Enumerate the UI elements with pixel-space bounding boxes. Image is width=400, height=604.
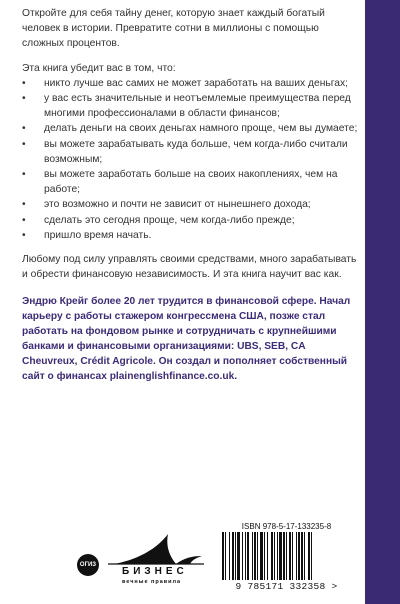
barcode-bar <box>225 532 226 580</box>
intro-paragraph: Откройте для себя тайну денег, которую знает каждый богатый человек в истории. Превратите сотни в миллионы с помощью сложных процентов. <box>22 8 325 50</box>
barcode-bar <box>254 532 256 580</box>
barcode-bar <box>267 532 268 580</box>
barcode-bar <box>222 532 224 580</box>
barcode <box>214 522 359 592</box>
barcode-bar <box>271 532 273 580</box>
barcode-bar <box>235 532 236 580</box>
barcode-bar <box>279 532 282 580</box>
barcode-bar <box>296 532 297 580</box>
barcode-bar <box>283 532 285 580</box>
list-item: • вы можете зарабатывать куда больше, чем когда-либо считали возможным; <box>22 138 348 165</box>
shark-fin-icon <box>106 530 206 566</box>
series-subtitle: вечные правила <box>122 579 182 585</box>
barcode-bar <box>292 532 293 580</box>
barcode-bar <box>237 532 240 580</box>
barcode-bar <box>252 532 253 580</box>
list-item: • делать деньги на своих деньгах намного проще, чем вы думаете; <box>22 121 362 136</box>
bullet-icon: • <box>22 214 26 226</box>
barcode-bar <box>286 532 287 580</box>
series-name: БИЗНЕС <box>122 566 188 577</box>
list-item: • пришло время начать. <box>22 228 362 243</box>
isbn-text: ISBN 978-5-17-133235-8 <box>241 522 332 531</box>
bullet-icon: • <box>22 123 26 135</box>
barcode-bar <box>277 532 278 580</box>
benefits-list <box>22 76 362 243</box>
barcode-bars <box>214 532 359 580</box>
bullet-icon: • <box>22 93 26 105</box>
back-cover-text <box>22 6 362 384</box>
bullet-icon: • <box>22 77 26 89</box>
list-lead: Эта книга убедит вас в том, что: <box>22 62 176 74</box>
barcode-bar <box>274 532 275 580</box>
list-item: • это возможно и почти не зависит от нынешнего дохода; <box>22 197 362 212</box>
bullet-icon: • <box>22 199 26 211</box>
list-item: • у вас есть значительные и неотъемлемые преимущества перед многими профессионалами в области финансов; <box>22 93 351 120</box>
barcode-bar <box>247 532 249 580</box>
spine-band <box>365 0 400 604</box>
author-bio: Эндрю Крейг более 20 лет трудится в финансовой сфере. Начал карьеру с работы стажером конгрессмена США, позже стал работать на фондовом рынке и сотрудничать с крупнейшими банками и финансовыми организациями: UBS, SEB, CA Cheuvreux, Crédit Agricole. Он создал и пополняет собственный сайт о финансах plainenglishfinance.co.uk. <box>22 296 351 383</box>
list-item: • вы можете заработать больше на своих накоплениях, чем на работе; <box>22 169 338 196</box>
list-item: • сделать это сегодня проще, чем когда-либо прежде; <box>22 213 362 228</box>
barcode-bar <box>260 532 263 580</box>
barcode-bar <box>245 532 246 580</box>
barcode-bar <box>298 532 300 580</box>
barcode-bar <box>308 532 310 580</box>
barcode-bar <box>242 532 243 580</box>
publisher-circle-logo: ОГИЗ <box>77 554 99 576</box>
list-item: • никто лучше вас самих не может заработать на ваших деньгах; <box>22 76 362 91</box>
barcode-bar <box>301 532 303 580</box>
barcode-bar <box>229 532 230 580</box>
bullet-icon: • <box>22 229 26 241</box>
bullet-icon: • <box>22 138 26 150</box>
bullet-icon: • <box>22 169 26 181</box>
barcode-bar <box>304 532 305 580</box>
barcode-bar <box>311 532 312 580</box>
barcode-digits: 9 785171 332358 > <box>235 581 338 592</box>
barcode-bar <box>232 532 234 580</box>
barcode-bar <box>257 532 258 580</box>
barcode-bar <box>264 532 265 580</box>
barcode-bar <box>289 532 291 580</box>
series-logo <box>106 530 206 590</box>
outro-paragraph: Любому под силу управлять своими средствами, много зарабатывать и обрести финансовую независимость. И эта книга научит вас как. <box>22 254 357 281</box>
